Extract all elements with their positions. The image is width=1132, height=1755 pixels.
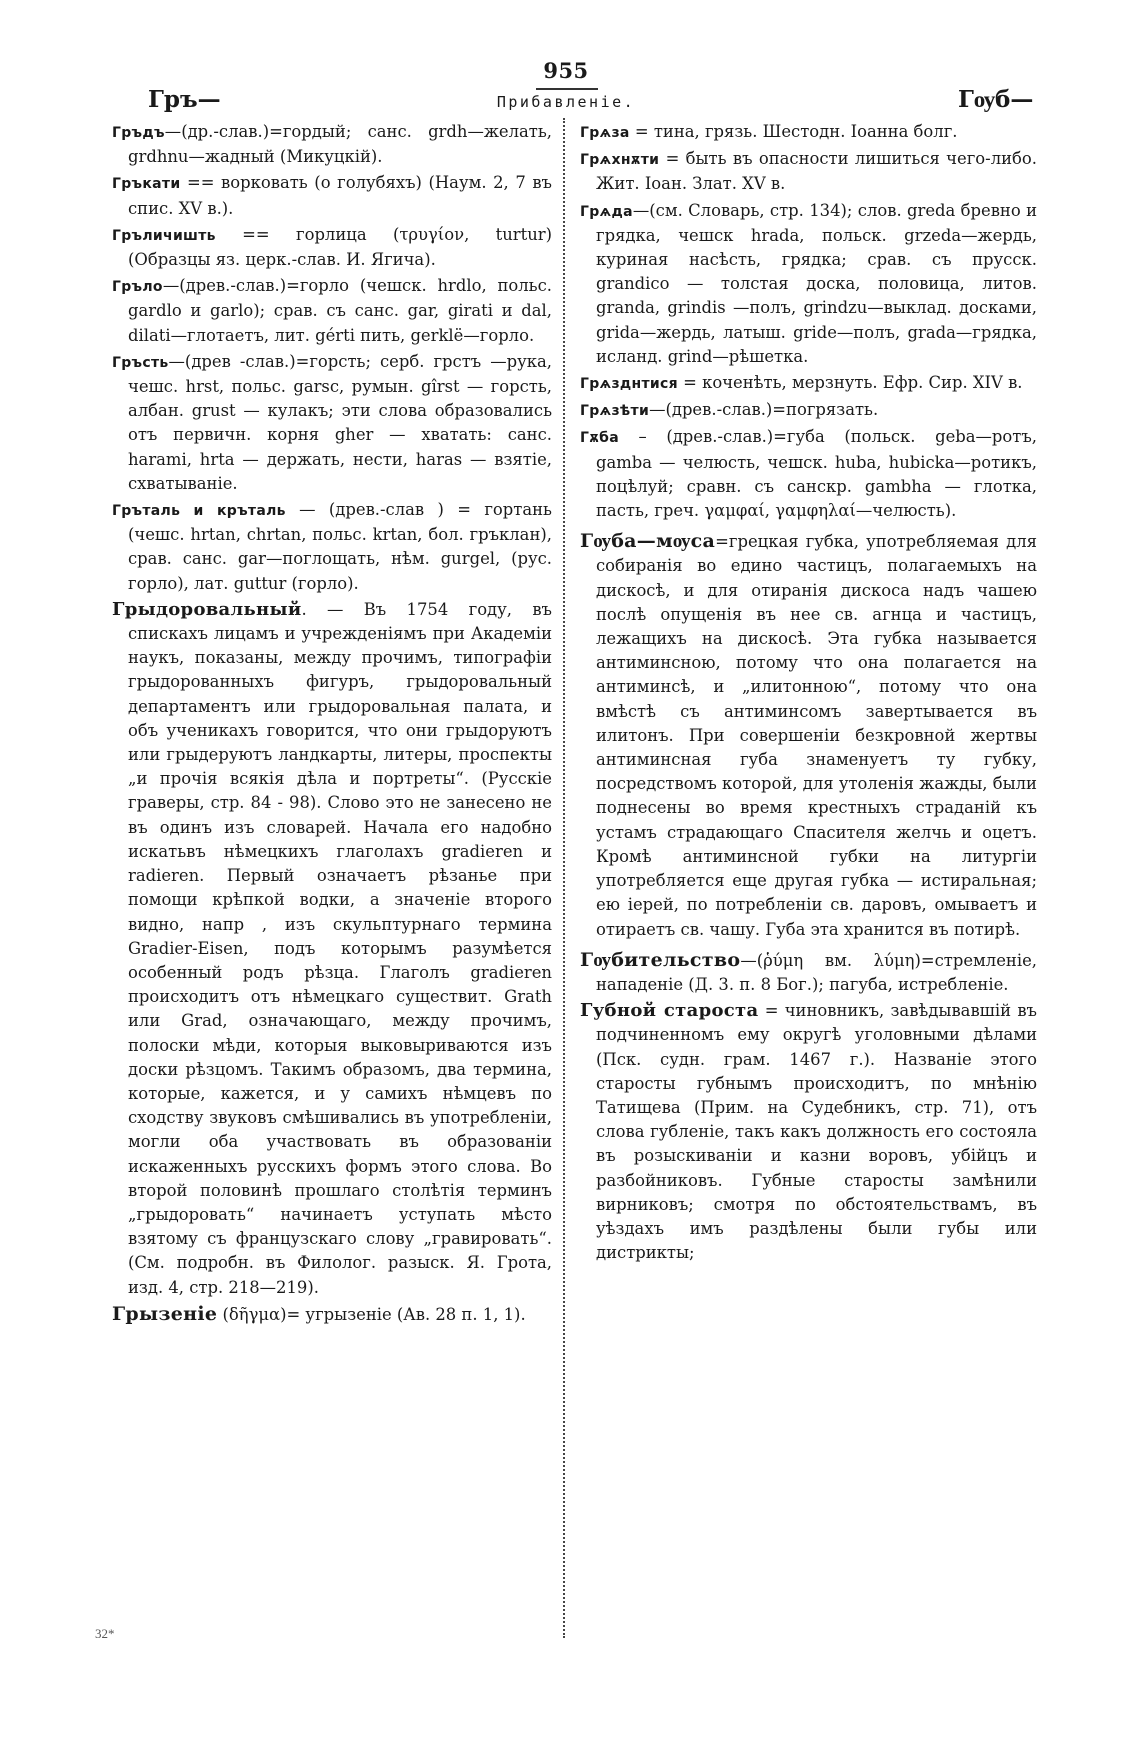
signature-mark: 32* [95, 1626, 115, 1641]
entry-text: —(см. Словарь, стр. 134); слов. greda бревно и грядка, чешск hrada, польск. grzeda—жердь, куриная насѣсть, грядка; срав. съ прусск. grandico — толстая доска, половица, литов. granda, grindis —полъ, grindzu—выклад. досками, grida—жердь, латыш. gride—полъ, grada—грядка, исланд. grind—рѣшетка. [596, 200, 1037, 366]
dictionary-entry [580, 425, 1037, 523]
dictionary-entry [112, 350, 552, 496]
running-head-left: Гръ— [148, 86, 221, 113]
dictionary-entry [112, 1302, 552, 1327]
entry-headword: Гѫба [580, 430, 619, 447]
entry-text: =грецкая губка, употребляемая для собиранія во едино частицъ, полагаемыхъ на дискосѣ, и для отиранія дискоса надъ чашею послѣ опущенія въ нее св. агнца и частицъ, лежащихъ на дискосѣ. Эта губка называется антиминсною, потому что она полагается на антиминсѣ, и „илитонною“, потому что она вмѣстѣ съ антиминсомъ завертывается въ илитонъ. При совершеніи безкровной жертвы антиминсная губа знаменуетъ ту губку, посредствомъ которой, для утоленія жажды, были поднесены во время крестныхъ страданій къ устамъ страдающаго Спасителя желчь и оцетъ. Кромѣ антиминсной губки на литургіи употребляется еще другая губка — истиральная; ею іерей, по потребленіи св. даровъ, омываетъ и отираетъ св. чашу. Губа эта хранится въ потирѣ. [596, 532, 1037, 939]
entry-text: — (древ.-слав ) = гортань (чешс. hrtan, chrtan, польс. krtan, бол. гръклан), срав. санс. gar—поглощать, нѣм. gurgel, (рус. горло), лат. guttur (горло). [128, 500, 552, 593]
dictionary-entry [580, 371, 1037, 396]
entry-headword: Грѧхнѫти [580, 152, 660, 169]
entry-headword: Грѧда [580, 203, 633, 220]
entry-text: —(древ.-слав.)=горло (чешск. hrdlo, польс. gardlo и garlo); срав. съ санс. gar, girati и dal, dilati—глотаетъ, лит. gérti пить, gerklë—горло. [128, 276, 552, 345]
entry-headword: Гѹбительство [580, 948, 741, 971]
entry-text: == ворковать (о голубяхъ) (Наум. 2, 7 въ спис. XV в.). [128, 173, 552, 218]
entry-text: = чиновникъ, завѣдывавшій въ подчиненномъ ему округѣ уголовными дѣлами (Пск. судн. грам. 1467 г.). Названіе этого старосты губнымъ происходитъ, по мнѣнію Татищева (Прим. на Судебникъ, стр. 71), отъ слова губленіе, такъ какъ должность его состояла въ розыскиваніи и казни воровъ, убійцъ и разбойниковъ. Губные старосты замѣнили вирниковъ; смотря по обстоятельствамъ, въ уѣздахъ имъ раздѣлены были губы или дистрикты; [596, 1001, 1037, 1263]
entry-text: —(древ -слав.)=горсть; серб. грстъ —рука, чешс. hrst, польс. garsc, румын. gîrst — горсть, албан. grust — кулакъ; эти слова образовались отъ первичн. корня gher — хватать: санс. harami, hrta — держать, нести, haras — взятіе, схватываніе. [128, 351, 552, 493]
entry-text: = быть въ опасности лишиться чего-либо. Жит. Іоан. Злат. XV в. [596, 149, 1037, 194]
dictionary-entry [112, 598, 552, 1300]
entry-text: (δῆγμα)= угрызеніе (Ав. 28 п. 1, 1). [217, 1304, 526, 1324]
running-head-right: Гѹб— [958, 86, 1034, 113]
entry-text: = коченѣть, мерзнуть. Ефр. Сир. XIV в. [677, 373, 1023, 393]
entry-headword: Грѧзднтися [580, 376, 678, 393]
right-column [580, 120, 1037, 1267]
dictionary-entry [112, 171, 552, 220]
dictionary-entry [112, 274, 552, 348]
entry-headword: Гръличишть [112, 227, 216, 244]
entry-headword: Гръкати [112, 176, 181, 193]
dictionary-entry [580, 999, 1037, 1265]
entry-headword: Грызеніе [112, 1302, 218, 1325]
entry-text: —(ῥύμη вм. λύμη)=стремленіе, нападеніе (Д. 3. п. 8 Бог.); пагуба, истребленіе. [596, 950, 1037, 994]
page-number: 955 [543, 58, 589, 83]
entry-text: = тина, грязь. Шестодн. Іоанна болг. [629, 122, 958, 141]
page-number-underline [536, 84, 598, 90]
running-title: Прибавленіе. [496, 93, 636, 111]
entry-text: . — Въ 1754 году, въ спискахъ лицамъ и учрежденіямъ при Академіи наукъ, показаны, между прочимъ, типографіи грыдорованныхъ фигуръ, грыдоровальный департаментъ или грыдоровальная палата, и объ ученикахъ говорится, что они грыдоруютъ или грыдеруютъ ландкарты, литеры, проспекты „и прочія всякія дѣла и портреты“. (Русскіе граверы, стр. 84 - 98). Слово это не занесено не въ одинъ изъ словарей. Начала его надобно искатьвъ нѣмецкихъ глаголахъ gradieren и radieren. Первый означаетъ рѣзанье при помощи крѣпкой водки, а значеніе второго видно, напр , изъ скульптурнаго термина Gradier-Eisen, подъ которымъ разумѣется особенный родъ рѣзца. Глаголъ gradieren происходитъ отъ нѣмецкаго существит. Grath или Grad, означающаго, между прочимъ, полоски мѣди, которыя выковыриваются изъ доски рѣзцомъ. Такимъ образомъ, два термина, которые, кажется, и у самихъ нѣмцевъ по сходству звуковъ смѣшивались въ употребленіи, могли оба участвовать въ образованіи искаженныхъ русскихъ формъ этого слова. Во второй половинѣ прошлаго столѣтія терминъ „грыдоровать“ начинаетъ уступать мѣсто взятому съ французскаго слову „гравировать“. (См. подробн. въ Филолог. разыск. Я. Грота, изд. 4, стр. 218—219). [128, 599, 552, 1297]
entry-headword: Губной староста [580, 1000, 759, 1022]
dictionary-entry [580, 398, 1037, 423]
entry-text: == горлица (τρυγίον, turtur) (Образцы яз. церк.-слав. И. Ягича). [128, 224, 552, 270]
entry-headword: Гръталь и кръталь [112, 503, 286, 520]
dictionary-entry [112, 223, 552, 272]
dictionary-entry [580, 529, 1037, 941]
entry-text: —(др.-слав.)=гордый; санс. grdh—желать, grdhnu—жадный (Микуцкій). [128, 122, 552, 167]
entry-headword: Гръсть [112, 354, 169, 371]
entry-headword: Грѧза [580, 125, 630, 141]
entry-headword: Грѧзѣти [580, 403, 650, 420]
entry-headword: Гръло [112, 279, 163, 296]
dictionary-entry [580, 147, 1037, 196]
entry-headword: Гѹба—мѹса [580, 530, 716, 553]
entry-text: – (древ.-слав.)=губа (польск. geba—ротъ, gamba — челюсть, чешск. huba, hubicka—ротикъ, поцѣлуй; сравн. съ санскр. gambha — глотка, пасть, греч. γαμφαί, γαμφηλαί—челюсть). [596, 427, 1037, 521]
dictionary-entry [112, 120, 552, 169]
dictionary-entry [112, 498, 552, 596]
dictionary-entry [580, 199, 1037, 369]
dictionary-entry [580, 120, 1037, 145]
entry-headword: Гръдъ [112, 125, 165, 141]
entry-headword: Грыдоровальный [112, 598, 302, 620]
dictionary-entry [580, 948, 1037, 997]
left-column [112, 120, 552, 1329]
entry-text: —(древ.-слав.)=погрязать. [649, 400, 879, 420]
column-divider [563, 118, 569, 1638]
